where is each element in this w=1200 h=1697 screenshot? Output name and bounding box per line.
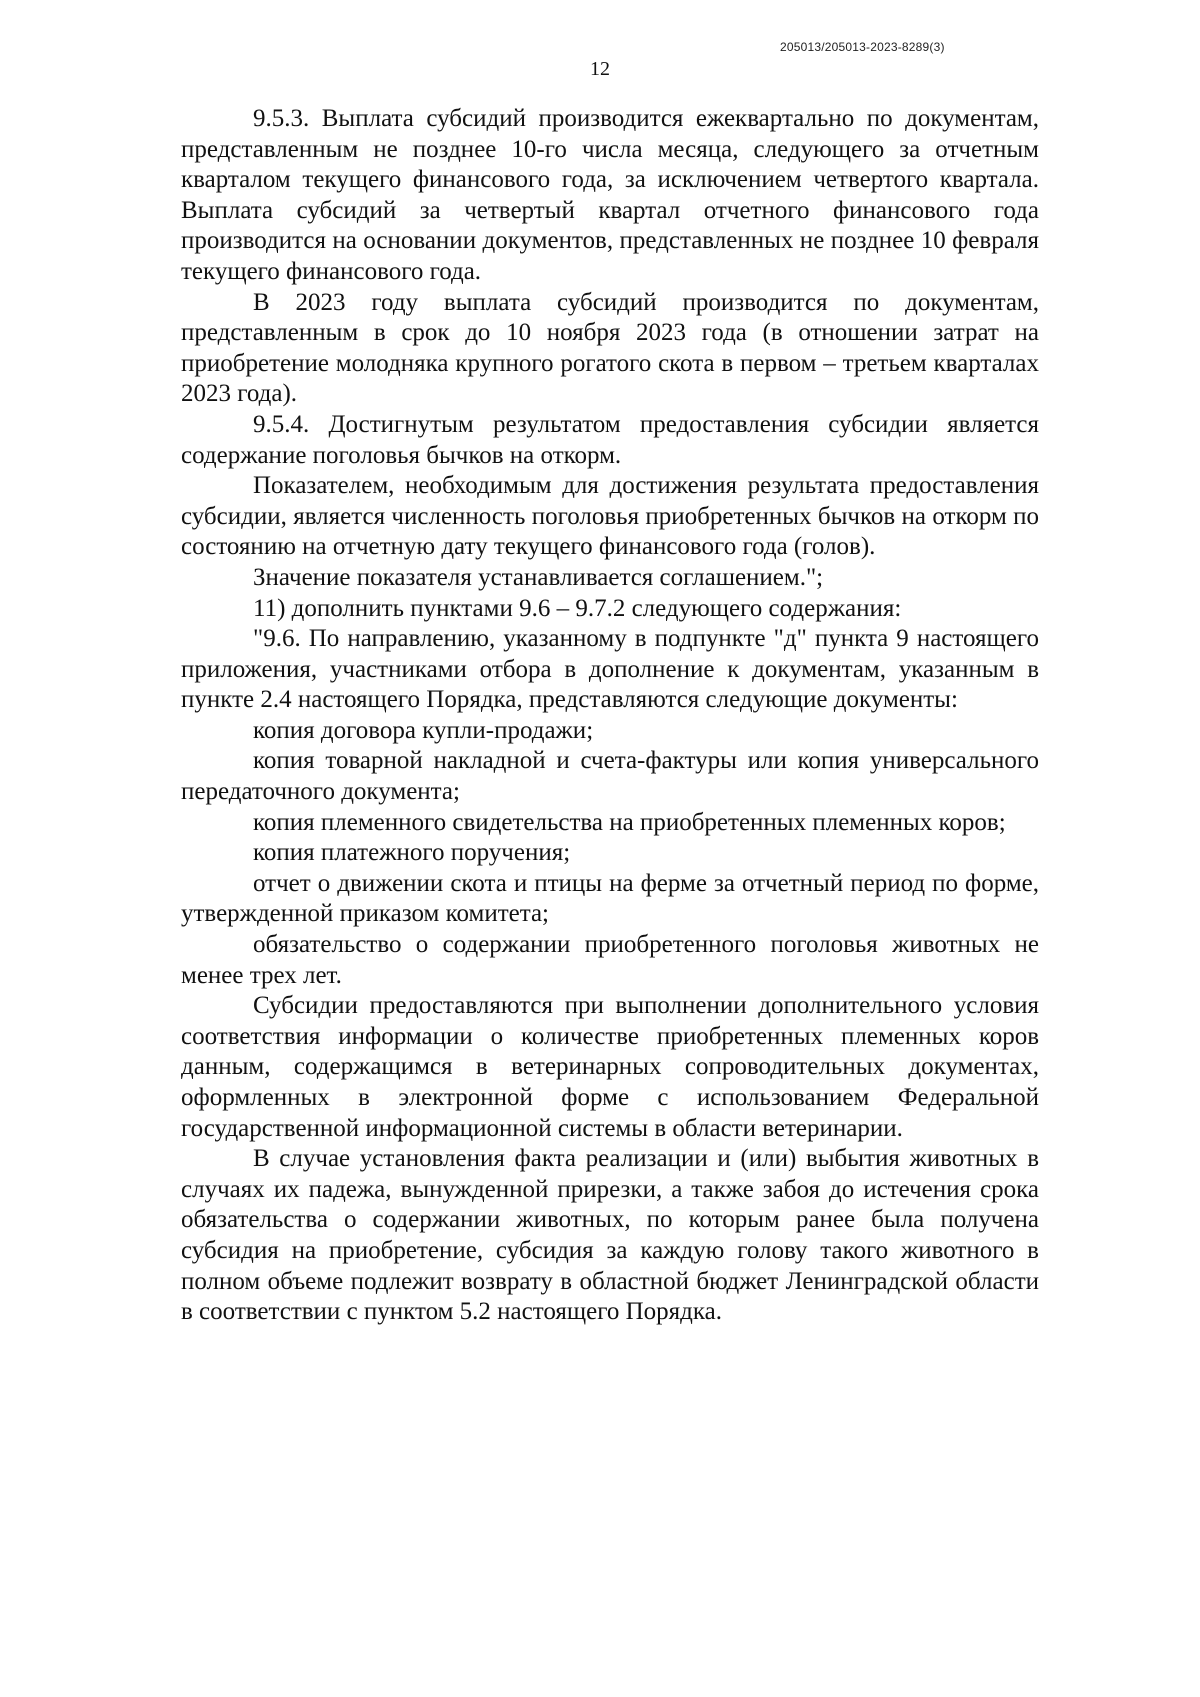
list-item-maintenance-obligation: обязательство о содержании приобретенного поголовья животных не менее трех лет. [181,931,1039,989]
list-item-payment-order: копия платежного поручения; [253,839,571,867]
document-body [181,104,1039,1328]
list-item-livestock-report: отчет о движении скота и птицы на ферме за отчетный период по форме, утвержденной приказом комитета; [181,869,1039,928]
paragraph-9-5-3: 9.5.3. Выплата субсидий производится ежеквартально по документам, представленным не позднее 10-го числа месяца, следующего за отчетным кварталом текущего финансового года, за исключением четвертого квартала. Выплата субсидий за четвертый квартал отчетного финансового года производится на основании документов, представленных не позднее 10 февраля текущего финансового года. [181,105,1039,285]
paragraph-additional-condition: Субсидии предоставляются при выполнении дополнительного условия соответствия информации о количестве приобретенных племенных коров данным, содержащимся в ветеринарных сопроводительных документах, оформленных в электронной форме с использованием Федеральной государственной информационной системы в области ветеринарии. [181,992,1039,1142]
paragraph-subsidy-return: В случае установления факта реализации и (или) выбытия животных в случаях их падежа, вынужденной прирезки, а также забоя до истечения срока обязательства о содержании животных, по которым ранее была получена субсидия на приобретение, субсидия за каждую голову такого животного в полном объеме подлежит возврату в областной бюджет Ленинградской области в соответствии с пунктом 5.2 настоящего Порядка. [181,1145,1039,1326]
list-item-breeding-certificate: копия племенного свидетельства на приобретенных племенных коров; [253,808,1006,836]
paragraph-2023-payment: В 2023 году выплата субсидий производится по документам, представленным в срок до 10 ноября 2023 года (в отношении затрат на приобретение молодняка крупного рогатого скота в первом – третьем кварталах 2023 года). [181,288,1039,408]
paragraph-amendment-11: 11) дополнить пунктами 9.6 – 9.7.2 следующего содержания: [253,594,902,622]
paragraph-indicator: Показателем, необходимым для достижения результата предоставления субсидии, является численность поголовья приобретенных бычков на откорм по состоянию на отчетную дату текущего финансового года (голов). [181,472,1039,561]
list-item-sales-contract: копия договора купли-продажи; [253,716,594,744]
paragraph-9-6: "9.6. По направлению, указанному в подпункте "д" пункта 9 настоящего приложения, участниками отбора в дополнение к документам, указанным в пункте 2.4 настоящего Порядка, представляются следующие документы: [181,625,1039,714]
paragraph-9-5-4: 9.5.4. Достигнутым результатом предоставления субсидии является содержание поголовья бычков на откорм. [181,410,1039,469]
document-registration-number: 205013/205013-2023-8289(3) [780,40,945,54]
list-item-waybill-invoice: копия товарной накладной и счета-фактуры или копия универсального передаточного документа; [181,747,1039,806]
paragraph-indicator-value: Значение показателя устанавливается соглашением."; [253,563,824,591]
page-number: 12 [590,58,610,80]
